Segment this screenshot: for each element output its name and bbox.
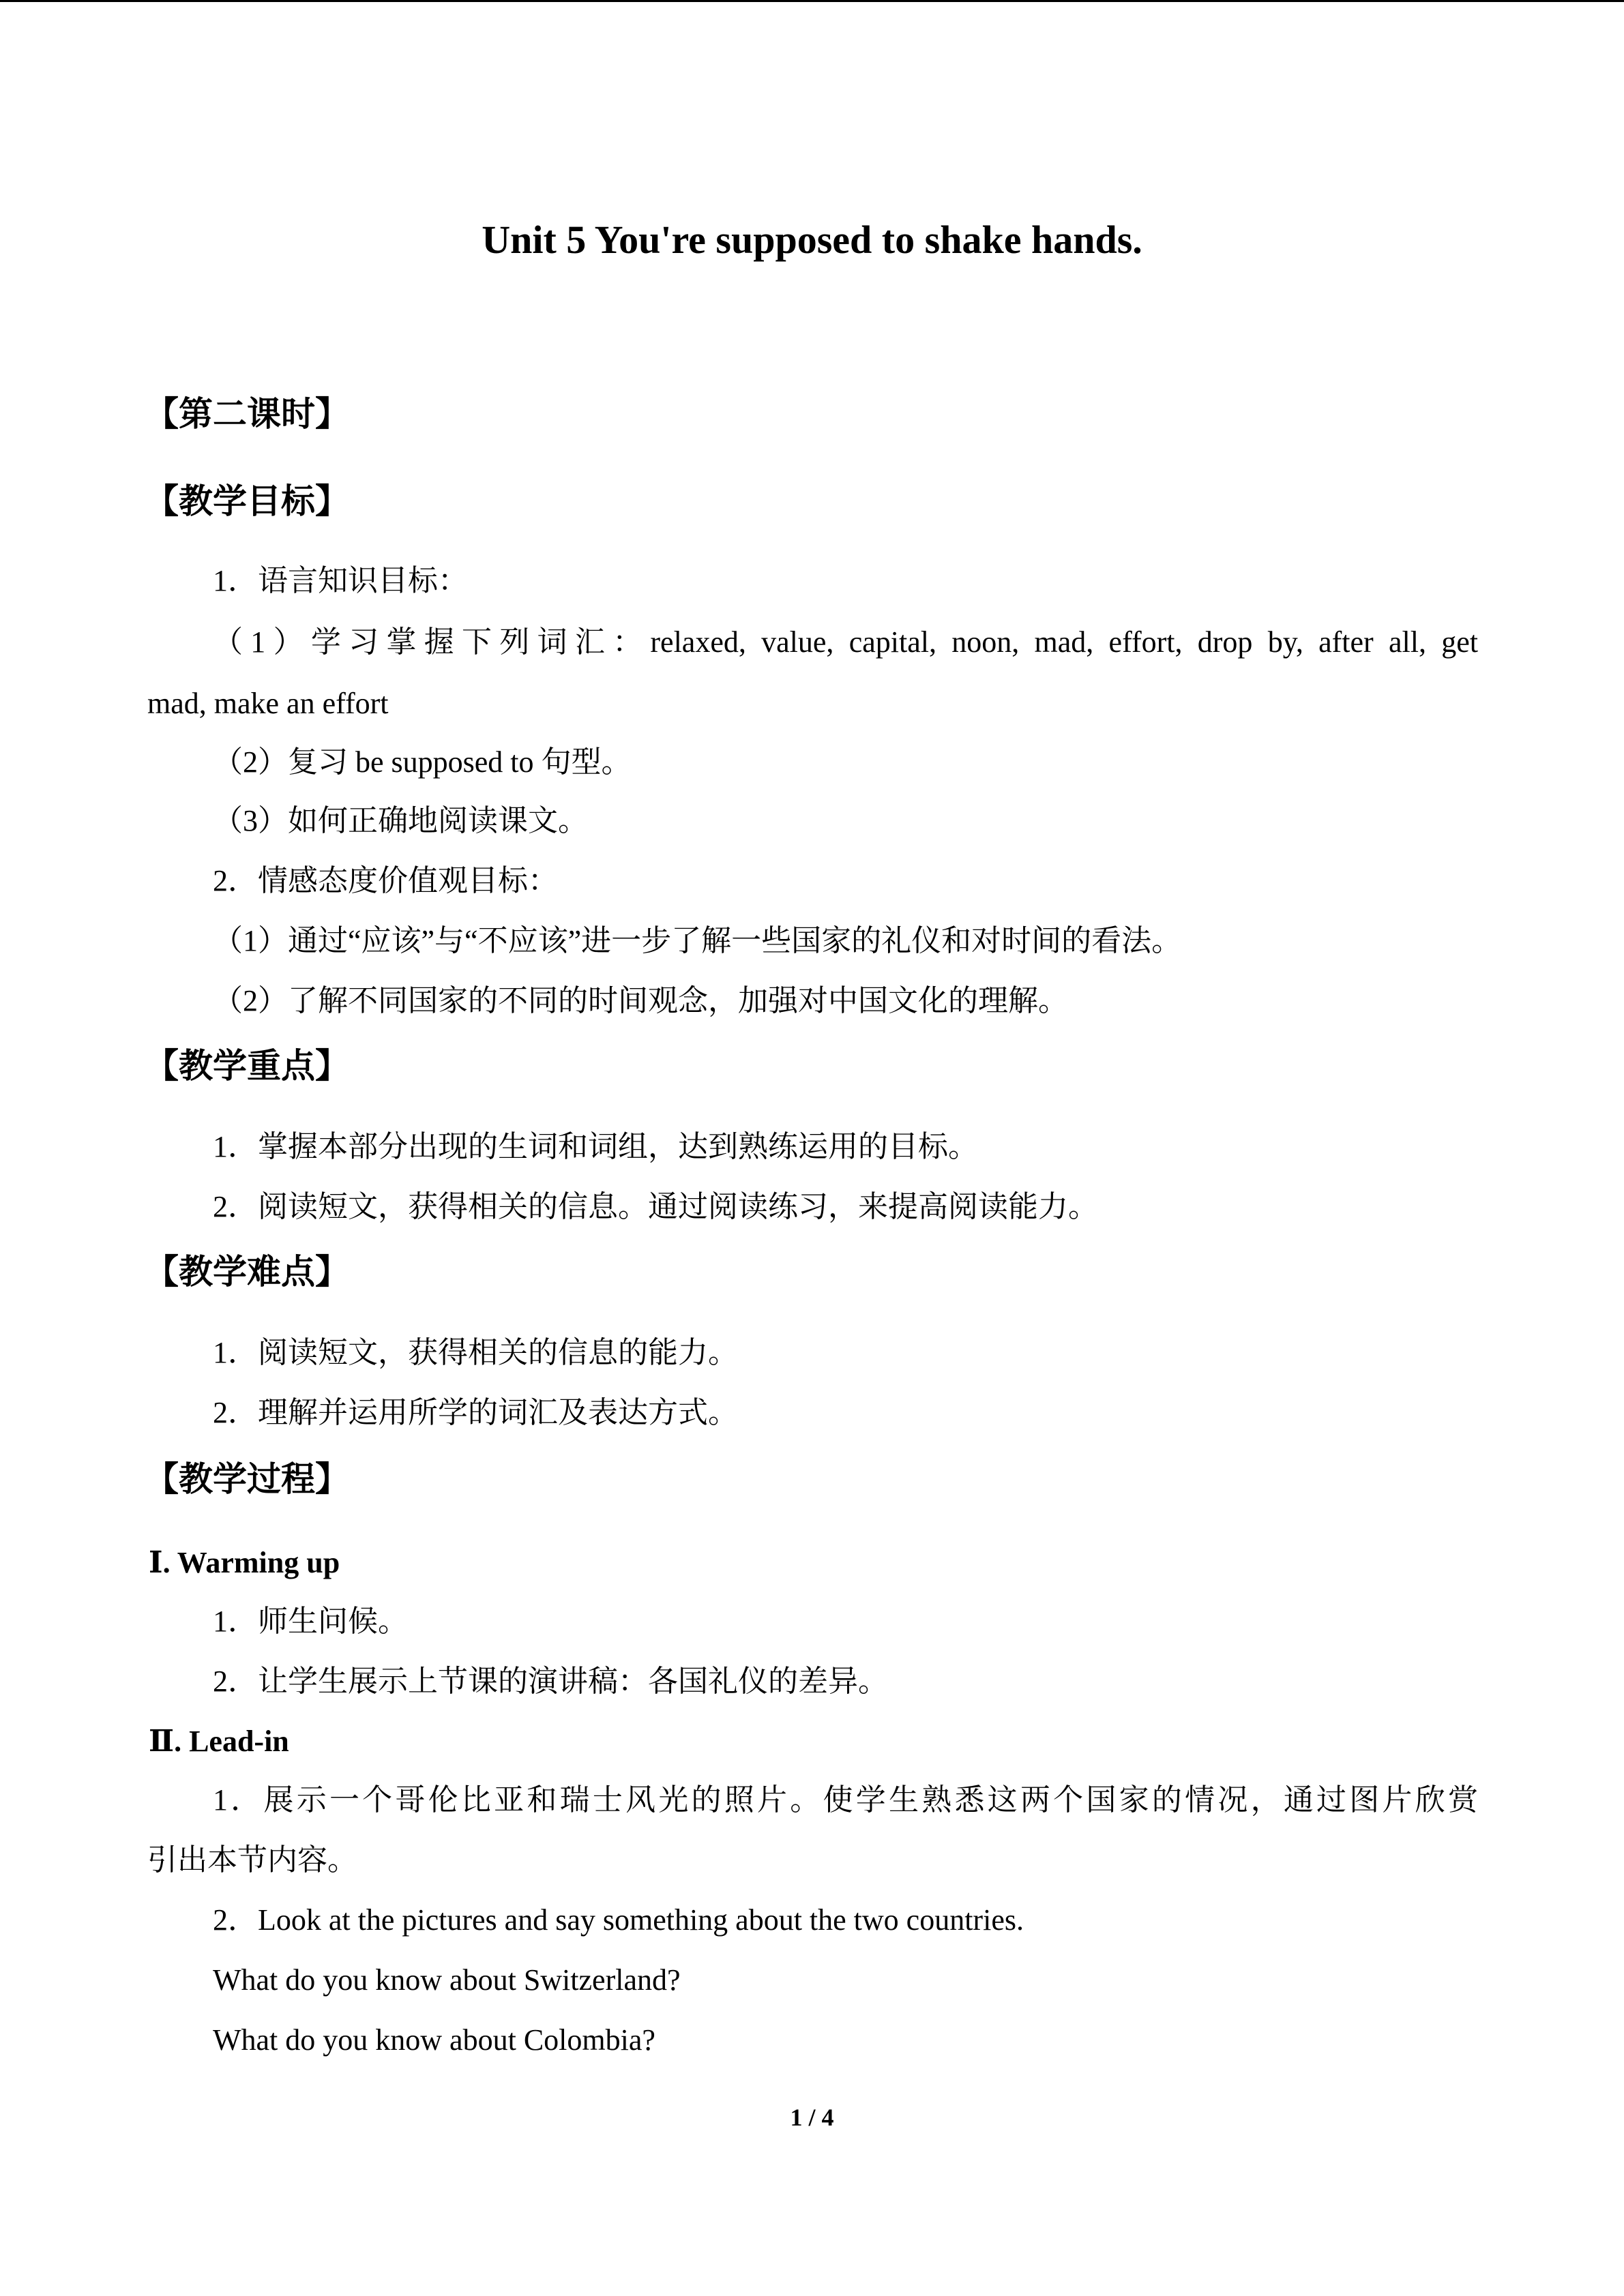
heading-process: 【教学过程】 (145, 1459, 349, 1499)
objective-item-1-1-line-2: mad, make an effort (147, 687, 389, 720)
section-warming-up: Ⅰ. Warming up (149, 1546, 340, 1579)
lead-in-question-1: What do you know about Switzerland? (213, 1963, 681, 1997)
page-top-border (0, 0, 1624, 2)
difficulty-item-1: 1．阅读短文，获得相关的信息的能力。 (213, 1336, 738, 1369)
objective-item-2-1: （1）通过“应该”与“不应该”进一步了解一些国家的礼仪和对时间的看法。 (213, 924, 1182, 957)
lead-in-item-1-line-2: 引出本节内容。 (147, 1843, 357, 1877)
objective-item-1-2: （2）复习 be supposed to 句型。 (213, 745, 632, 779)
objective-item-1-1-line-1: （1）学习掌握下列词汇：relaxed, value, capital, noon, mad, effort, drop by, after all, get (213, 625, 1478, 659)
warming-up-item-2: 2．让学生展示上节课的演讲稿：各国礼仪的差异。 (213, 1665, 888, 1698)
lead-in-item-1-line-1: 1．展示一个哥伦比亚和瑞士风光的照片。使学生熟悉这两个国家的情况，通过图片欣赏 (213, 1783, 1478, 1817)
objective-item-2-2: （2）了解不同国家的不同的时间观念，加强对中国文化的理解。 (213, 984, 1068, 1017)
key-point-item-2: 2．阅读短文，获得相关的信息。通过阅读练习，来提高阅读能力。 (213, 1190, 1098, 1223)
section-lead-in: Ⅱ. Lead-in (149, 1725, 289, 1758)
heading-key-points: 【教学重点】 (145, 1046, 349, 1086)
difficulty-item-2: 2．理解并运用所学的词汇及表达方式。 (213, 1396, 738, 1429)
lead-in-question-2: What do you know about Colombia? (213, 2023, 655, 2057)
key-point-item-1: 1．掌握本部分出现的生词和词组，达到熟练运用的目标。 (213, 1130, 978, 1163)
heading-period: 【第二课时】 (145, 394, 349, 434)
document-title: Unit 5 You're supposed to shake hands. (482, 218, 1142, 262)
lead-in-item-2: 2．Look at the pictures and say something about the two countries. (213, 1903, 1024, 1937)
heading-objectives: 【教学目标】 (145, 481, 349, 521)
warming-up-item-1: 1．师生问候。 (213, 1605, 408, 1638)
page-number: 1 / 4 (790, 2104, 834, 2131)
objective-item-1: 1．语言知识目标： (213, 564, 468, 597)
objective-item-2: 2．情感态度价值观目标： (213, 864, 558, 897)
heading-difficulties: 【教学难点】 (145, 1252, 349, 1292)
objective-item-1-3: （3）如何正确地阅读课文。 (213, 804, 588, 837)
